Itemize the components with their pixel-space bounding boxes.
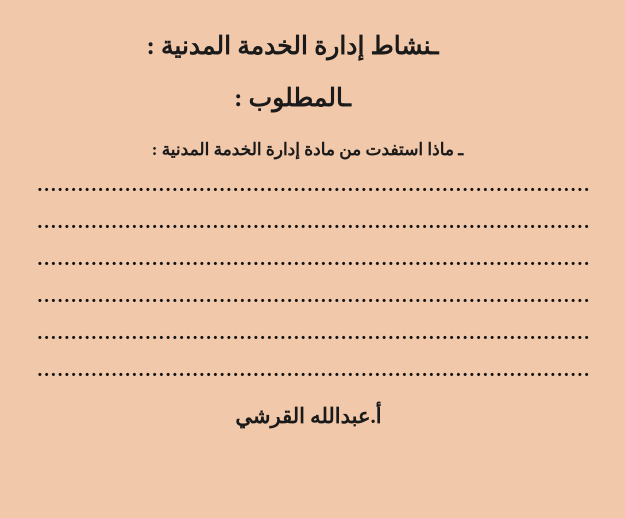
question-prompt: ـ ماذا استفدت من مادة إدارة الخدمة المدنية : xyxy=(151,140,464,159)
answer-line[interactable]: .................................................................................. xyxy=(37,324,591,344)
answer-line[interactable]: .................................................................................. xyxy=(37,213,591,233)
teacher-signature: أ.عبدالله القرشي xyxy=(235,404,382,429)
answer-line[interactable]: .................................................................................. xyxy=(37,250,591,270)
activity-title: ـنشاط إدارة الخدمة المدنية : xyxy=(146,33,439,60)
answer-line[interactable]: .................................................................................. xyxy=(37,287,591,307)
requirement-heading: ـالمطلوب : xyxy=(234,85,351,112)
answer-line[interactable]: .................................................................................. xyxy=(37,361,591,381)
answer-area xyxy=(34,176,591,380)
answer-line[interactable]: .................................................................................. xyxy=(37,176,591,196)
